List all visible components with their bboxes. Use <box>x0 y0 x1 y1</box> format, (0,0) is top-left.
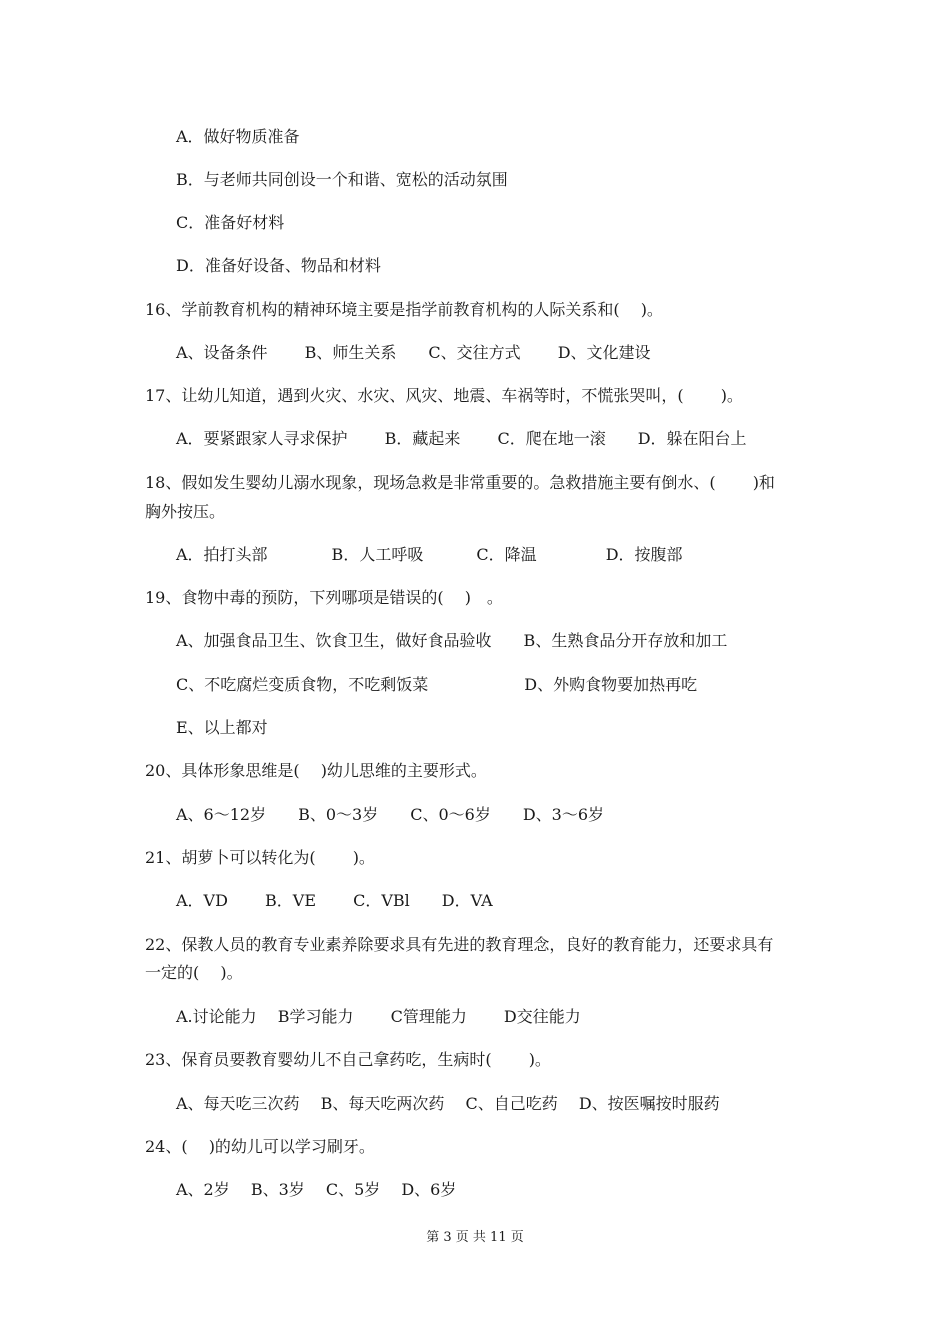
question-23: 23、保育员要教育婴幼儿不自己拿药吃，生病时( )。 <box>145 1050 551 1069</box>
question-19: 19、食物中毒的预防，下列哪项是错误的( ) 。 <box>145 588 503 607</box>
q19-options-ab: A、加强食品卫生、饮食卫生，做好食品验收 B、生熟食品分开存放和加工 <box>176 631 728 650</box>
q15-option-d: D．准备好设备、物品和材料 <box>176 256 381 275</box>
q15-option-c: C．准备好材料 <box>176 213 285 232</box>
q18-options: A．拍打头部 B．人工呼吸 C．降温 D．按腹部 <box>176 545 683 564</box>
question-16: 16、学前教育机构的精神环境主要是指学前教育机构的人际关系和( )。 <box>145 300 663 319</box>
q15-option-a: A．做好物质准备 <box>176 127 300 146</box>
q22-options: A.讨论能力 B学习能力 C管理能力 D交往能力 <box>176 1007 581 1026</box>
q17-options: A．要紧跟家人寻求保护 B．藏起来 C．爬在地一滚 D．躲在阳台上 <box>176 429 747 448</box>
q24-options: A、2岁 B、3岁 C、5岁 D、6岁 <box>176 1180 457 1199</box>
question-18-line-1: 18、假如发生婴幼儿溺水现象，现场急救是非常重要的。急救措施主要有倒水、( )和 <box>145 473 775 492</box>
question-24: 24、( )的幼儿可以学习刷牙。 <box>145 1137 375 1156</box>
q20-options: A、6～12岁 B、0～3岁 C、0～6岁 D、3～6岁 <box>176 805 605 824</box>
q16-options: A、设备条件 B、师生关系 C、交往方式 D、文化建设 <box>176 343 651 362</box>
q19-option-e: E、以上都对 <box>176 718 268 737</box>
question-18-line-2: 胸外按压。 <box>145 502 226 521</box>
question-22-line-1: 22、保教人员的教育专业素养除要求具有先进的教育理念，良好的教育能力，还要求具有 <box>145 935 774 954</box>
question-22-line-2: 一定的( )。 <box>145 963 243 982</box>
q19-options-cd: C、不吃腐烂变质食物，不吃剩饭菜 D、外购食物要加热再吃 <box>176 675 698 694</box>
question-21: 21、胡萝卜可以转化为( )。 <box>145 848 375 867</box>
q23-options: A、每天吃三次药 B、每天吃两次药 C、自己吃药 D、按医嘱按时服药 <box>176 1094 720 1113</box>
q15-option-b: B．与老师共同创设一个和谐、宽松的活动氛围 <box>176 170 508 189</box>
question-17: 17、让幼儿知道，遇到火灾、水灾、风灾、地震、车祸等时，不慌张哭叫，( )。 <box>145 386 743 405</box>
question-20: 20、具体形象思维是( )幼儿思维的主要形式。 <box>145 761 487 780</box>
page-footer: 第 3 页 共 11 页 <box>426 1230 524 1245</box>
q21-options: A．VD B．VE C．VBl D．VA <box>176 891 493 910</box>
